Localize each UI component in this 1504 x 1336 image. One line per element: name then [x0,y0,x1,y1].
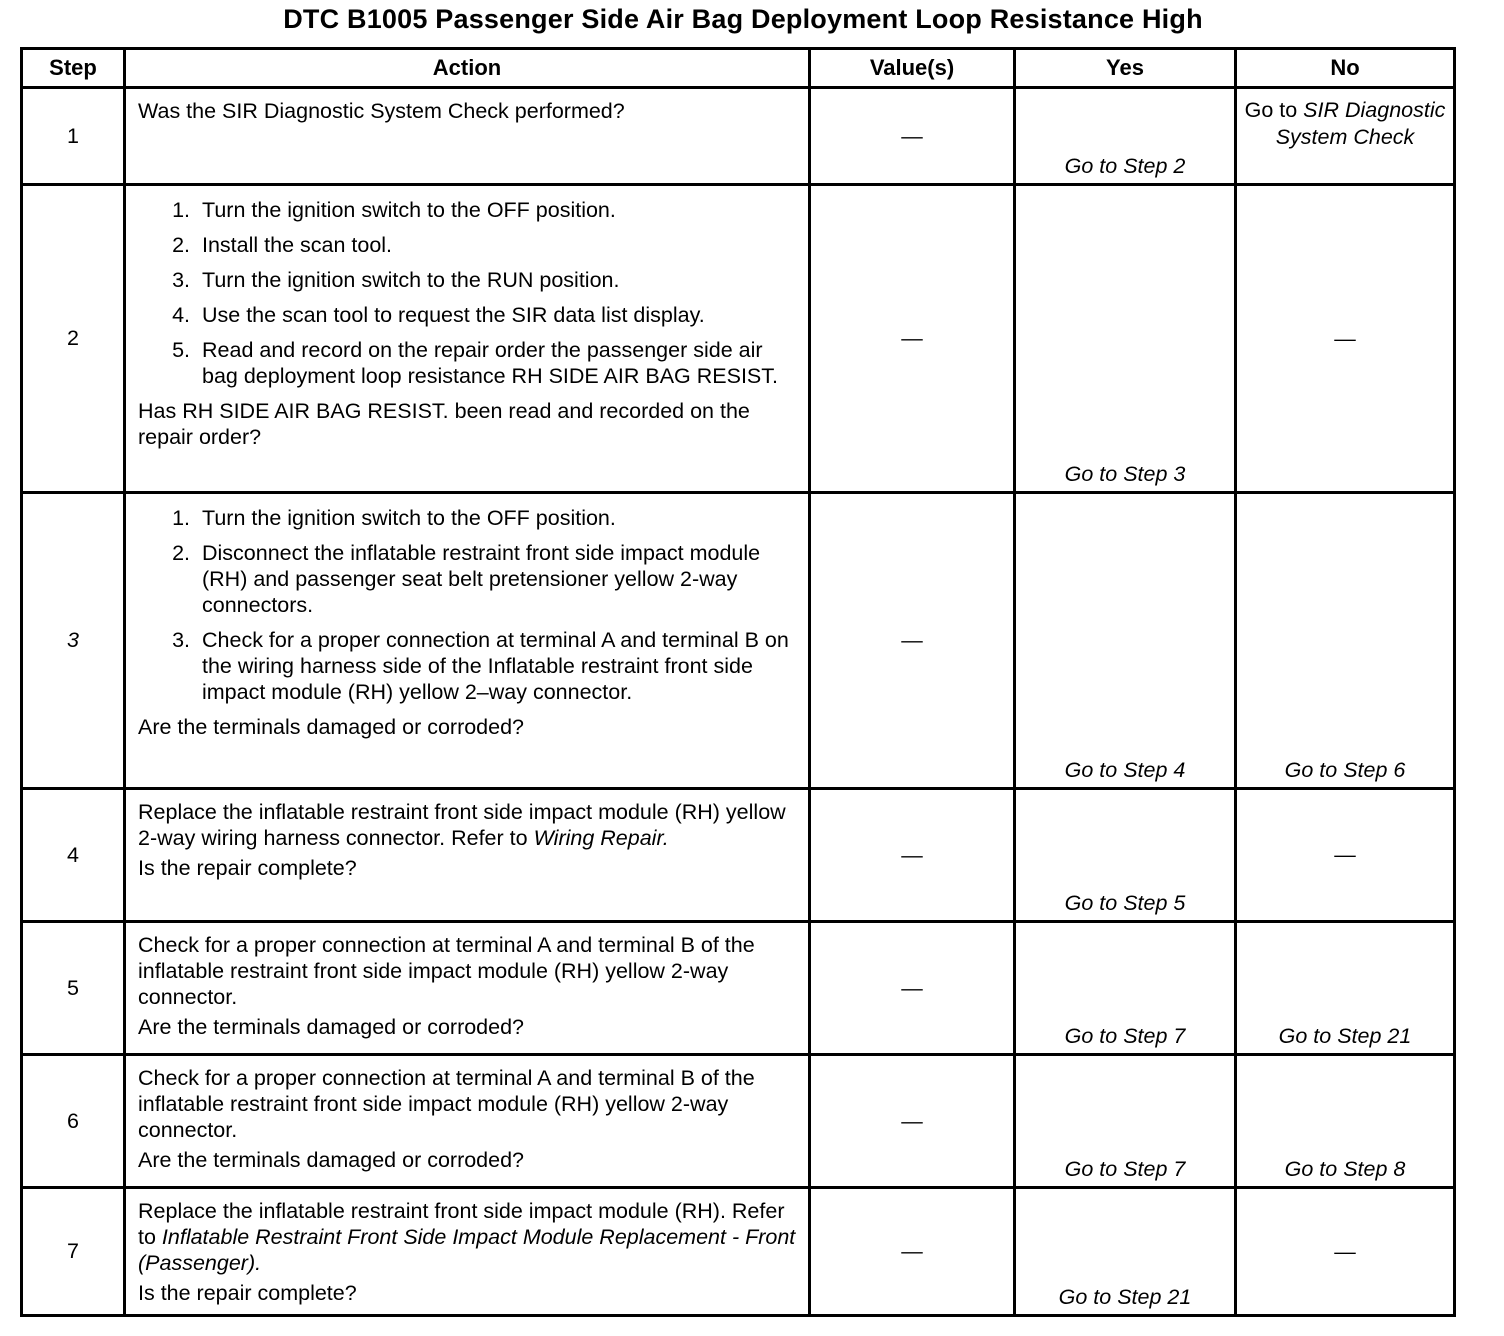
header-step: Step [22,49,125,88]
yes-link[interactable]: Go to Step 7 [1064,1024,1186,1048]
yes-cell [1015,88,1236,185]
reference-link[interactable]: Inflatable Restraint Front Side Impact Module Replacement - Front (Passenger). [138,1225,796,1275]
no-link[interactable]: Go to Step 8 [1284,1157,1406,1181]
step-number: 7 [22,1188,125,1316]
action-text-plain: Replace the inflatable restraint front side impact module (RH). Refer to [138,1199,785,1249]
action-text [138,1198,796,1276]
header-row [22,49,1455,88]
yes-link[interactable]: Go to Step 5 [1064,891,1186,915]
table-row [22,88,1455,185]
table-row [22,789,1455,922]
action-text-plain: Replace the inflatable restraint front side impact module (RH) yellow 2-way wiring harness connector. Refer to [138,800,786,850]
no-cell [1236,789,1455,922]
yes-cell [1015,789,1236,922]
no-cell [1236,1188,1455,1316]
action-question: Are the terminals damaged or corroded? [138,1148,525,1172]
action-cell [125,88,810,185]
action-text: Check for a proper connection at terminal A and terminal B of the inflatable restraint front side impact module (RH) yellow 2-way connector. [138,1066,755,1142]
value-cell: — [810,789,1015,922]
action-text: Was the SIR Diagnostic System Check performed? [138,99,625,123]
no-cell [1236,185,1455,493]
yes-link[interactable]: Go to Step 3 [1064,462,1186,486]
table-row [22,922,1455,1055]
header-action: Action [125,49,810,88]
list-item: 1. Turn the ignition switch to the OFF position. [196,505,796,531]
action-cell [125,1055,810,1188]
no-cell [1236,88,1455,185]
yes-cell [1015,1188,1236,1316]
value-cell: — [810,493,1015,789]
value-cell: — [810,922,1015,1055]
action-question: Is the repair complete? [138,1281,357,1305]
no-link-target: SIR Diagnostic System Check [1275,98,1446,149]
no-link[interactable] [1237,97,1453,151]
step-number: 5 [22,922,125,1055]
action-text: Check for a proper connection at terminal A and terminal B of the inflatable restraint front side impact module (RH) yellow 2-way connector. [138,933,755,1009]
page-title: DTC B1005 Passenger Side Air Bag Deployment Loop Resistance High [283,4,1203,34]
no-cell [1236,493,1455,789]
table-row [22,493,1455,789]
action-cell [125,922,810,1055]
no-link-prefix: Go to [1244,98,1304,122]
no-link[interactable]: Go to Step 21 [1278,1024,1412,1048]
list-item: 2. Disconnect the inflatable restraint front side impact module (RH) and passenger seat belt pretensioner yellow 2-way connectors. [196,540,796,618]
action-cell [125,789,810,922]
header-values: Value(s) [810,49,1015,88]
yes-link[interactable]: Go to Step 4 [1064,758,1186,782]
table-row [22,185,1455,493]
action-text [138,799,796,851]
header-yes: Yes [1015,49,1236,88]
yes-cell [1015,1055,1236,1188]
no-cell [1236,1055,1455,1188]
step-number: 4 [22,789,125,922]
yes-link[interactable]: Go to Step 2 [1064,154,1186,178]
step-number: 1 [22,88,125,185]
instruction-list [138,197,796,389]
instruction-list [138,505,796,705]
action-cell [125,185,810,493]
list-item: 2. Install the scan tool. [196,232,796,258]
action-question: Are the terminals damaged or corroded? [138,1015,525,1039]
no-value: — [1334,326,1356,350]
step-number: 2 [22,185,125,493]
step-number: 3 [22,493,125,789]
diagnostic-table [20,47,1456,1317]
action-question: Has RH SIDE AIR BAG RESIST. been read and recorded on the repair order? [138,399,750,449]
action-cell [125,493,810,789]
value-cell: — [810,88,1015,185]
list-item: 5. Read and record on the repair order the passenger side air bag deployment loop resistance RH SIDE AIR BAG RESIST. [196,337,796,389]
yes-cell [1015,185,1236,493]
yes-link[interactable]: Go to Step 21 [1058,1285,1192,1309]
list-item: 3. Turn the ignition switch to the RUN position. [196,267,796,293]
value-cell: — [810,1055,1015,1188]
reference-link[interactable]: Wiring Repair. [533,826,669,850]
action-cell [125,1188,810,1316]
action-question: Are the terminals damaged or corroded? [138,715,525,739]
no-link[interactable]: Go to Step 6 [1284,758,1406,782]
value-cell: — [810,1188,1015,1316]
yes-cell [1015,493,1236,789]
header-no: No [1236,49,1455,88]
step-number: 6 [22,1055,125,1188]
no-cell [1236,922,1455,1055]
no-value: — [1334,842,1356,867]
list-item: 4. Use the scan tool to request the SIR data list display. [196,302,796,328]
table-row [22,1188,1455,1316]
list-item: 1. Turn the ignition switch to the OFF position. [196,197,796,223]
yes-link[interactable]: Go to Step 7 [1064,1157,1186,1181]
action-question: Is the repair complete? [138,856,357,880]
list-item: 3. Check for a proper connection at terminal A and terminal B on the wiring harness side of the Inflatable restraint front side impact module (RH) yellow 2–way connector. [196,627,796,705]
no-value: — [1334,1239,1356,1263]
yes-cell [1015,922,1236,1055]
value-cell: — [810,185,1015,493]
table-row [22,1055,1455,1188]
